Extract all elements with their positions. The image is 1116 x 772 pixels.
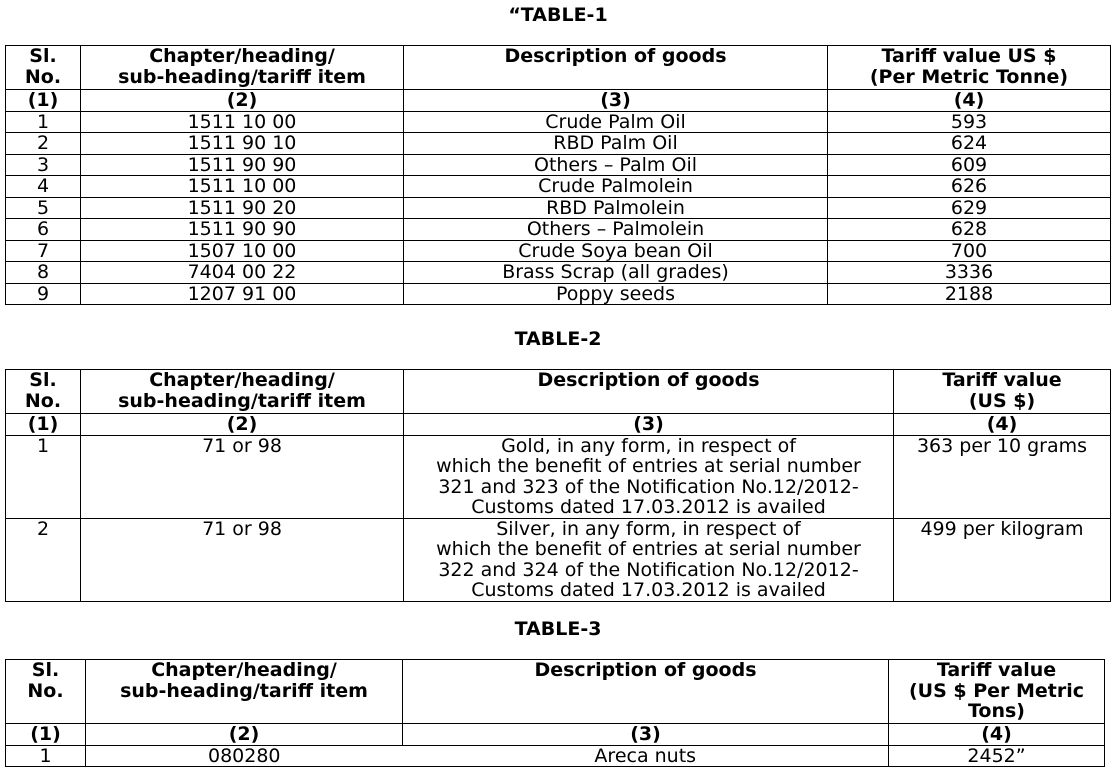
description-header: Description of goods — [404, 46, 828, 90]
description-header: Description of goods — [403, 660, 889, 724]
col-number: (2) — [81, 90, 404, 112]
code-cell: 080280 — [86, 745, 403, 767]
table-row — [6, 262, 1111, 284]
tariff-value-header: Tariff value (US $) — [894, 370, 1111, 414]
sl-cell: 9 — [6, 283, 81, 305]
chapter-heading-header: Chapter/heading/ sub-heading/tariff item — [81, 370, 404, 414]
chapter-heading-header: Chapter/heading/ sub-heading/tariff item — [81, 46, 404, 90]
value-cell: 593 — [828, 111, 1111, 133]
code-cell: 1207 91 00 — [81, 283, 404, 305]
sl-cell: 1 — [6, 745, 86, 767]
value-cell: 629 — [828, 197, 1111, 219]
code-cell: 1511 90 10 — [81, 133, 404, 155]
tariff-value-header: Tariff value (US $ Per Metric Tons) — [889, 660, 1105, 724]
sl-cell: 5 — [6, 197, 81, 219]
sl-cell: 2 — [6, 518, 81, 601]
table2-title: TABLE-2 — [514, 328, 602, 350]
description-cell: Gold, in any form, in respect of which the benefit of entries at serial number 321 and 323 of the Notification No.12/2012- Customs dated 17.03.2012 is availed — [404, 435, 894, 518]
chapter-heading-header: Chapter/heading/ sub-heading/tariff item — [86, 660, 403, 724]
code-cell: 1511 10 00 — [81, 176, 404, 198]
table-row — [6, 745, 1105, 767]
sl-no-header: Sl. No. — [6, 46, 81, 90]
table-row — [6, 518, 1111, 601]
column-number-row — [6, 90, 1111, 112]
description-cell: Areca nuts — [403, 745, 889, 767]
code-cell: 1511 90 90 — [81, 219, 404, 241]
table2 — [5, 369, 1111, 602]
description-cell: Crude Palmolein — [404, 176, 828, 198]
table-row — [6, 435, 1111, 518]
description-cell: RBD Palm Oil — [404, 133, 828, 155]
col-number: (2) — [81, 414, 404, 436]
value-cell: 609 — [828, 154, 1111, 176]
col-number: (1) — [6, 724, 86, 746]
value-cell: 700 — [828, 240, 1111, 262]
value-cell: 3336 — [828, 262, 1111, 284]
sl-cell: 1 — [6, 111, 81, 133]
sl-cell: 7 — [6, 240, 81, 262]
table-row — [6, 240, 1111, 262]
col-number: (3) — [403, 724, 889, 746]
description-cell: Silver, in any form, in respect of which the benefit of entries at serial number 322 and 324 of the Notification No.12/2012- Customs dated 17.03.2012 is availed — [404, 518, 894, 601]
description-cell: Crude Soya bean Oil — [404, 240, 828, 262]
table1-header-row — [6, 46, 1111, 90]
code-cell: 1511 10 00 — [81, 111, 404, 133]
value-cell: 628 — [828, 219, 1111, 241]
col-number: (3) — [404, 90, 828, 112]
column-number-row — [6, 724, 1105, 746]
sl-cell: 1 — [6, 435, 81, 518]
value-cell: 499 per kilogram — [894, 518, 1111, 601]
col-number: (2) — [86, 724, 403, 746]
table-row — [6, 133, 1111, 155]
col-number: (1) — [6, 414, 81, 436]
value-cell: 624 — [828, 133, 1111, 155]
value-cell: 2188 — [828, 283, 1111, 305]
description-header: Description of goods — [404, 370, 894, 414]
table1-title: “TABLE-1 — [508, 4, 608, 26]
description-cell: Others – Palm Oil — [404, 154, 828, 176]
sl-cell: 4 — [6, 176, 81, 198]
sl-cell: 2 — [6, 133, 81, 155]
description-cell: Crude Palm Oil — [404, 111, 828, 133]
table-row — [6, 197, 1111, 219]
description-cell: Poppy seeds — [404, 283, 828, 305]
table-row — [6, 219, 1111, 241]
description-cell: Brass Scrap (all grades) — [404, 262, 828, 284]
value-cell: 626 — [828, 176, 1111, 198]
table2-header-row — [6, 370, 1111, 414]
table3-title: TABLE-3 — [514, 618, 602, 640]
code-cell: 71 or 98 — [81, 435, 404, 518]
table3-header-row — [6, 660, 1105, 724]
table1 — [5, 45, 1111, 305]
description-cell: RBD Palmolein — [404, 197, 828, 219]
value-cell: 2452” — [889, 745, 1105, 767]
code-cell: 7404 00 22 — [81, 262, 404, 284]
tariff-value-header: Tariff value US $ (Per Metric Tonne) — [828, 46, 1111, 90]
col-number: (4) — [894, 414, 1111, 436]
value-cell: 363 per 10 grams — [894, 435, 1111, 518]
sl-no-header: Sl. No. — [6, 370, 81, 414]
code-cell: 71 or 98 — [81, 518, 404, 601]
sl-cell: 8 — [6, 262, 81, 284]
table-row — [6, 283, 1111, 305]
table-row — [6, 154, 1111, 176]
sl-cell: 6 — [6, 219, 81, 241]
code-cell: 1507 10 00 — [81, 240, 404, 262]
code-cell: 1511 90 90 — [81, 154, 404, 176]
column-number-row — [6, 414, 1111, 436]
code-cell: 1511 90 20 — [81, 197, 404, 219]
col-number: (1) — [6, 90, 81, 112]
table-row — [6, 111, 1111, 133]
col-number: (4) — [828, 90, 1111, 112]
description-cell: Others – Palmolein — [404, 219, 828, 241]
col-number: (4) — [889, 724, 1105, 746]
table-row — [6, 176, 1111, 198]
table3 — [5, 659, 1105, 767]
col-number: (3) — [404, 414, 894, 436]
sl-no-header: Sl. No. — [6, 660, 86, 724]
sl-cell: 3 — [6, 154, 81, 176]
